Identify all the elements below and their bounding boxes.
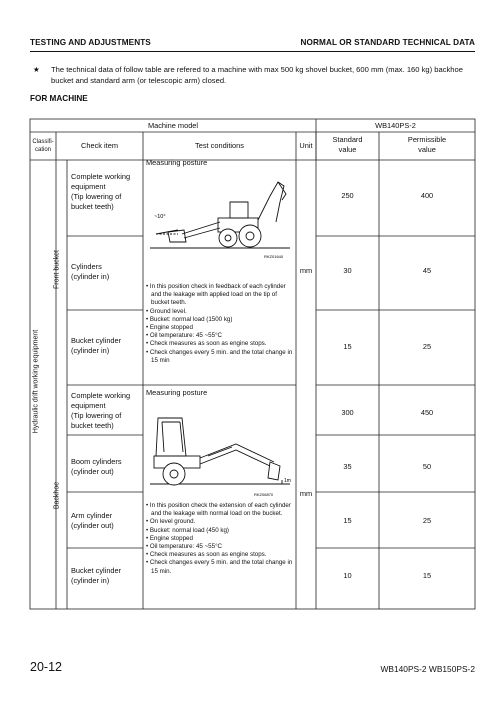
front-condition: • Oil temperature: 45 ~55°C xyxy=(146,332,223,340)
front-std-3: 15 xyxy=(343,342,352,351)
front-perm-3: 25 xyxy=(422,342,432,351)
height-label: 1m xyxy=(284,478,291,484)
front-std-1: 250 xyxy=(341,191,354,200)
front-std-2: 30 xyxy=(343,266,352,275)
backhoe-condition: • Engine stopped xyxy=(146,534,193,542)
backhoe-perm-1: 450 xyxy=(420,408,434,417)
group-label: Hydraulic drift working equipment xyxy=(32,329,40,434)
footer-models: WB140PS-2 WB150PS-2 xyxy=(380,664,475,674)
backhoe-std-4: 10 xyxy=(343,571,352,580)
backhoe-item-1: Complete working equipment (Tip lowering of bucket teeth) xyxy=(71,391,131,430)
backhoe-std-1: 300 xyxy=(341,408,354,417)
backhoe-posture-label: Measuring posture xyxy=(146,388,208,397)
backhoe-std-3: 15 xyxy=(343,516,352,525)
col-check-item: Check item xyxy=(81,141,118,150)
backhoe-conditions xyxy=(146,502,296,576)
star-icon: ★ xyxy=(33,65,40,74)
header-left: TESTING AND ADJUSTMENTS xyxy=(30,38,151,47)
section-title: FOR MACHINE xyxy=(30,94,88,103)
front-bucket-label: Front bucket xyxy=(53,250,61,289)
backhoe-condition: • In this position check the extension of each cylinder and the leakage with normal load on the bucket. xyxy=(146,502,291,518)
front-posture-label: Measuring posture xyxy=(146,158,208,167)
backhoe-figure-code: RKZ06870 xyxy=(254,492,274,497)
col-standard: Standard value xyxy=(332,135,363,154)
front-loader-illustration xyxy=(146,172,294,264)
front-item-1: Complete working equipment (Tip lowering of bucket teeth) xyxy=(71,172,131,211)
angle-label: ~10° xyxy=(154,214,166,220)
backhoe-condition: • Check measures as soon as engine stops. xyxy=(146,551,267,559)
backhoe-condition: • Check changes every 5 min. and the total change in 15 min. xyxy=(146,559,293,575)
backhoe-perm-3: 25 xyxy=(422,516,432,525)
col-test-conditions: Test conditions xyxy=(195,141,244,150)
front-condition: • Bucket: normal load (1500 kg) xyxy=(146,315,233,323)
front-condition: • Check changes every 5 min. and the total change in 15 min xyxy=(146,348,293,364)
backhoe-condition: • On level ground. xyxy=(146,518,196,526)
backhoe-label: Backhoe xyxy=(53,481,61,510)
col-permissible: Permissible value xyxy=(407,135,447,154)
front-perm-2: 45 xyxy=(422,266,432,275)
backhoe-item-3: Arm cylinder (cylinder out) xyxy=(71,511,114,530)
front-condition: • Ground level. xyxy=(146,307,187,315)
note-text: The technical data of follow table are refered to a machine with max 500 kg shovel bucket, 600 mm (max. 160 kg) backhoe bucket and standard arm (or telescopic arm) closed. xyxy=(51,65,463,85)
backhoe-unit: mm xyxy=(299,489,313,498)
front-item-2: Cylinders (cylinder in) xyxy=(71,262,110,281)
front-condition: • In this position check in feedback of each cylinder and the leakage with applied load on the tip of bucket teeth. xyxy=(146,283,286,307)
machine-model-label: Machine model xyxy=(147,121,199,130)
front-condition: • Engine stopped xyxy=(146,324,193,332)
backhoe-condition: • Oil temperature: 45 ~55°C xyxy=(146,543,223,551)
front-condition: • Check measures as soon as engine stops. xyxy=(146,340,267,348)
header-right: NORMAL OR STANDARD TECHNICAL DATA xyxy=(300,38,475,47)
backhoe-item-2: Boom cylinders (cylinder out) xyxy=(71,457,122,476)
front-conditions xyxy=(146,283,296,365)
backhoe-illustration xyxy=(146,400,294,500)
front-figure-code: RKZ01640 xyxy=(264,254,284,259)
page-number: 20-12 xyxy=(30,660,62,674)
backhoe-std-2: 35 xyxy=(343,462,352,471)
model-value: WB140PS-2 xyxy=(375,121,416,130)
front-unit: mm xyxy=(299,266,313,275)
col-unit: Unit xyxy=(299,141,313,150)
front-perm-1: 400 xyxy=(420,191,434,200)
front-item-3: Bucket cylinder (cylinder in) xyxy=(71,336,122,355)
backhoe-condition: • Bucket: normal load (450 kg) xyxy=(146,526,229,534)
backhoe-perm-4: 15 xyxy=(422,571,432,580)
col-classification: Classifi- cation xyxy=(32,139,54,153)
backhoe-item-4: Bucket cylinder (cylinder in) xyxy=(71,566,122,585)
backhoe-perm-2: 50 xyxy=(422,462,432,471)
